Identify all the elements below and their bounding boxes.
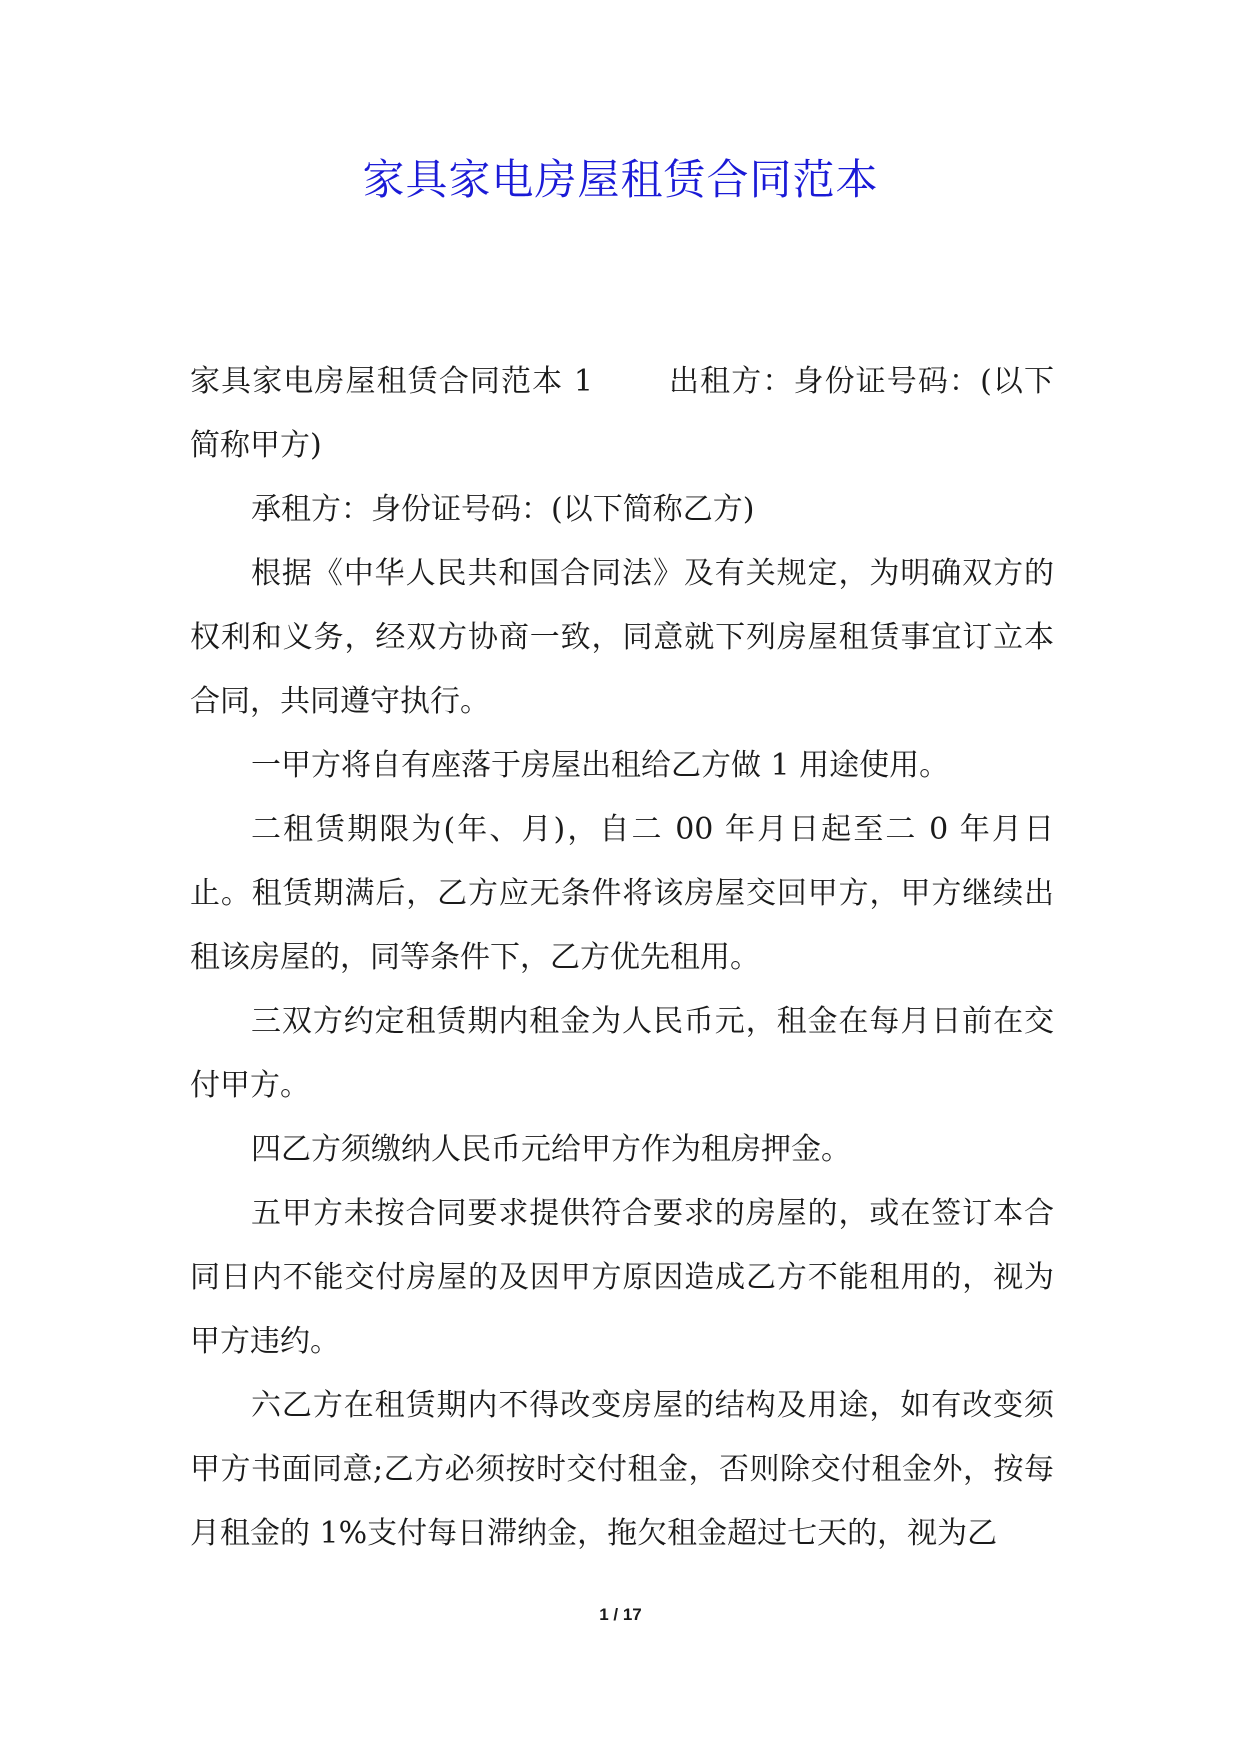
paragraph-text: 出租方：身份证号码：(以下简称甲方) <box>190 364 1054 463</box>
page-number: 1 / 17 <box>599 1605 642 1624</box>
paragraph: 四乙方须缴纳人民币元给甲方作为租房押金。 <box>251 1132 851 1167</box>
paragraph: 三双方约定租赁期内租金为人民币元，租金在每月日前在交付甲方。 <box>190 1004 1054 1103</box>
document-body <box>190 350 1054 1566</box>
paragraph <box>190 350 1054 478</box>
paragraph: 五甲方未按合同要求提供符合要求的房屋的，或在签订本合同日内不能交付房屋的及因甲方原因造成乙方不能租用的，视为甲方违约。 <box>190 1196 1054 1359</box>
paragraph: 承租方：身份证号码：(以下简称乙方) <box>251 492 755 527</box>
paragraph-lead: 家具家电房屋租赁合同范本 1 <box>190 364 593 399</box>
paragraph: 根据《中华人民共和国合同法》及有关规定，为明确双方的权利和义务，经双方协商一致，同意就下列房屋租赁事宜订立本合同，共同遵守执行。 <box>190 556 1054 719</box>
document-title: 家具家电房屋租赁合同范本 <box>362 155 879 204</box>
paragraph: 二租赁期限为(年、月)，自二 00 年月日起至二 0 年月日止。租赁期满后，乙方应无条件将该房屋交回甲方，甲方继续出租该房屋的，同等条件下，乙方优先租用。 <box>190 812 1054 975</box>
paragraph: 六乙方在租赁期内不得改变房屋的结构及用途，如有改变须甲方书面同意;乙方必须按时交付租金，否则除交付租金外，按每月租金的 1%支付每日滞纳金，拖欠租金超过七天的，视为乙 <box>190 1388 1054 1551</box>
paragraph: 一甲方将自有座落于房屋出租给乙方做 1 用途使用。 <box>251 748 950 783</box>
